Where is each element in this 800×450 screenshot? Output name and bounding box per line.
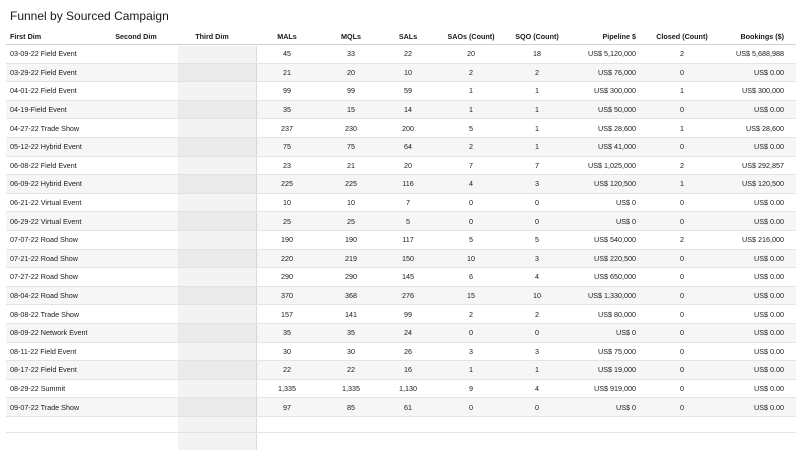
cell-bookings: US$ 0.00 bbox=[722, 193, 796, 212]
cell-third-dim bbox=[176, 230, 256, 249]
cell-mals: 220 bbox=[256, 249, 326, 268]
cell-saos: 2 bbox=[440, 137, 510, 156]
table-row[interactable] bbox=[6, 212, 796, 231]
header-bookings[interactable]: Bookings ($) bbox=[722, 29, 796, 45]
cell-mals: 35 bbox=[256, 100, 326, 119]
cell-mals: 23 bbox=[256, 156, 326, 175]
cell-third-dim bbox=[176, 323, 256, 342]
cell-saos: 0 bbox=[440, 193, 510, 212]
cell-sals: 59 bbox=[384, 82, 440, 101]
cell-mals: 290 bbox=[256, 268, 326, 287]
cell-bookings: US$ 0.00 bbox=[722, 137, 796, 156]
cell-saos: 0 bbox=[440, 323, 510, 342]
table-row[interactable] bbox=[6, 156, 796, 175]
cell-mals: 99 bbox=[256, 82, 326, 101]
cell-mqls: 33 bbox=[326, 45, 384, 64]
cell-bookings: US$ 5,688,988 bbox=[722, 45, 796, 64]
cell-pipeline: US$ 5,120,000 bbox=[572, 45, 650, 64]
cell-second-dim bbox=[104, 342, 176, 361]
cell-third-dim bbox=[176, 305, 256, 324]
cell-third-dim bbox=[176, 82, 256, 101]
cell-second-dim bbox=[104, 323, 176, 342]
cell-closed: 2 bbox=[650, 156, 722, 175]
cell-saos: 0 bbox=[440, 212, 510, 231]
cell-bookings: US$ 0.00 bbox=[722, 305, 796, 324]
cell-closed: 0 bbox=[650, 379, 722, 398]
empty-cell bbox=[176, 416, 256, 432]
cell-bookings: US$ 28,600 bbox=[722, 119, 796, 138]
cell-closed: 1 bbox=[650, 82, 722, 101]
cell-bookings: US$ 300,000 bbox=[722, 82, 796, 101]
cell-sqo: 18 bbox=[510, 45, 572, 64]
cell-sals: 22 bbox=[384, 45, 440, 64]
cell-sals: 26 bbox=[384, 342, 440, 361]
table-row[interactable] bbox=[6, 137, 796, 156]
cell-mqls: 10 bbox=[326, 193, 384, 212]
cell-bookings: US$ 0.00 bbox=[722, 286, 796, 305]
header-mqls[interactable]: MQLs bbox=[326, 29, 384, 45]
empty-cell bbox=[6, 416, 104, 432]
cell-sals: 1,130 bbox=[384, 379, 440, 398]
cell-sals: 276 bbox=[384, 286, 440, 305]
cell-third-dim bbox=[176, 119, 256, 138]
cell-mqls: 25 bbox=[326, 212, 384, 231]
table-row[interactable] bbox=[6, 193, 796, 212]
cell-sals: 145 bbox=[384, 268, 440, 287]
header-pipeline[interactable]: Pipeline $ bbox=[572, 29, 650, 45]
cell-sqo: 1 bbox=[510, 82, 572, 101]
cell-saos: 2 bbox=[440, 63, 510, 82]
cell-mqls: 22 bbox=[326, 361, 384, 380]
cell-first-dim: 08-11-22 Field Event bbox=[6, 342, 104, 361]
cell-closed: 0 bbox=[650, 305, 722, 324]
cell-closed: 0 bbox=[650, 286, 722, 305]
header-sals[interactable]: SALs bbox=[384, 29, 440, 45]
empty-cell bbox=[572, 416, 650, 432]
cell-saos: 3 bbox=[440, 342, 510, 361]
cell-pipeline: US$ 220,500 bbox=[572, 249, 650, 268]
cell-sqo: 0 bbox=[510, 398, 572, 417]
cell-second-dim bbox=[104, 361, 176, 380]
empty-cell bbox=[510, 416, 572, 432]
cell-sals: 200 bbox=[384, 119, 440, 138]
cell-pipeline: US$ 540,000 bbox=[572, 230, 650, 249]
cell-saos: 9 bbox=[440, 379, 510, 398]
cell-bookings: US$ 0.00 bbox=[722, 323, 796, 342]
cell-sals: 7 bbox=[384, 193, 440, 212]
cell-pipeline: US$ 919,000 bbox=[572, 379, 650, 398]
cell-mals: 190 bbox=[256, 230, 326, 249]
cell-mals: 75 bbox=[256, 137, 326, 156]
cell-closed: 0 bbox=[650, 323, 722, 342]
cell-mqls: 230 bbox=[326, 119, 384, 138]
cell-saos: 15 bbox=[440, 286, 510, 305]
cell-mals: 370 bbox=[256, 286, 326, 305]
cell-pipeline: US$ 76,000 bbox=[572, 63, 650, 82]
cell-sqo: 2 bbox=[510, 305, 572, 324]
cell-mqls: 190 bbox=[326, 230, 384, 249]
cell-mqls: 290 bbox=[326, 268, 384, 287]
cell-closed: 0 bbox=[650, 268, 722, 287]
cell-first-dim: 08-08-22 Trade Show bbox=[6, 305, 104, 324]
empty-cell bbox=[384, 416, 440, 432]
table-row[interactable] bbox=[6, 268, 796, 287]
cell-saos: 4 bbox=[440, 175, 510, 194]
cell-first-dim: 05-12-22 Hybrid Event bbox=[6, 137, 104, 156]
cell-second-dim bbox=[104, 193, 176, 212]
cell-second-dim bbox=[104, 305, 176, 324]
cell-closed: 0 bbox=[650, 398, 722, 417]
table-row[interactable] bbox=[6, 249, 796, 268]
cell-sals: 117 bbox=[384, 230, 440, 249]
cell-saos: 20 bbox=[440, 45, 510, 64]
cell-third-dim bbox=[176, 268, 256, 287]
cell-sqo: 1 bbox=[510, 137, 572, 156]
cell-saos: 5 bbox=[440, 230, 510, 249]
cell-second-dim bbox=[104, 119, 176, 138]
empty-cell bbox=[722, 416, 796, 432]
cell-sqo: 3 bbox=[510, 249, 572, 268]
cell-second-dim bbox=[104, 45, 176, 64]
cell-first-dim: 06-09-22 Hybrid Event bbox=[6, 175, 104, 194]
cell-closed: 2 bbox=[650, 230, 722, 249]
empty-row bbox=[6, 416, 796, 432]
empty-cell bbox=[650, 416, 722, 432]
table-row[interactable] bbox=[6, 398, 796, 417]
cell-pipeline: US$ 80,000 bbox=[572, 305, 650, 324]
funnel-table-container bbox=[6, 29, 796, 450]
cell-closed: 0 bbox=[650, 249, 722, 268]
cell-saos: 7 bbox=[440, 156, 510, 175]
header-sqo[interactable]: SQO (Count) bbox=[510, 29, 572, 45]
cell-second-dim bbox=[104, 156, 176, 175]
table-body bbox=[6, 45, 796, 433]
cell-bookings: US$ 0.00 bbox=[722, 212, 796, 231]
cell-third-dim bbox=[176, 249, 256, 268]
cell-second-dim bbox=[104, 268, 176, 287]
cell-sals: 116 bbox=[384, 175, 440, 194]
cell-sqo: 4 bbox=[510, 268, 572, 287]
page-title: Funnel by Sourced Campaign bbox=[10, 9, 169, 23]
cell-closed: 1 bbox=[650, 175, 722, 194]
cell-first-dim: 08-29-22 Summit bbox=[6, 379, 104, 398]
cell-sals: 10 bbox=[384, 63, 440, 82]
cell-mqls: 141 bbox=[326, 305, 384, 324]
table-row[interactable] bbox=[6, 379, 796, 398]
cell-third-dim bbox=[176, 175, 256, 194]
cell-first-dim: 06-08-22 Field Event bbox=[6, 156, 104, 175]
cell-closed: 0 bbox=[650, 63, 722, 82]
cell-closed: 0 bbox=[650, 212, 722, 231]
header-first-dim[interactable]: First Dim bbox=[6, 29, 104, 45]
cell-sqo: 1 bbox=[510, 119, 572, 138]
cell-mqls: 30 bbox=[326, 342, 384, 361]
cell-closed: 0 bbox=[650, 137, 722, 156]
cell-pipeline: US$ 41,000 bbox=[572, 137, 650, 156]
cell-first-dim: 06-29-22 Virtual Event bbox=[6, 212, 104, 231]
cell-sqo: 3 bbox=[510, 175, 572, 194]
cell-first-dim: 04-27-22 Trade Show bbox=[6, 119, 104, 138]
cell-bookings: US$ 0.00 bbox=[722, 268, 796, 287]
cell-pipeline: US$ 0 bbox=[572, 398, 650, 417]
cell-mqls: 21 bbox=[326, 156, 384, 175]
cell-saos: 1 bbox=[440, 100, 510, 119]
cell-sqo: 1 bbox=[510, 361, 572, 380]
cell-mals: 22 bbox=[256, 361, 326, 380]
cell-second-dim bbox=[104, 175, 176, 194]
cell-saos: 0 bbox=[440, 398, 510, 417]
cell-bookings: US$ 292,857 bbox=[722, 156, 796, 175]
cell-second-dim bbox=[104, 82, 176, 101]
cell-first-dim: 07-21-22 Road Show bbox=[6, 249, 104, 268]
cell-bookings: US$ 216,000 bbox=[722, 230, 796, 249]
cell-sals: 24 bbox=[384, 323, 440, 342]
header-mals[interactable]: MALs bbox=[256, 29, 326, 45]
cell-closed: 1 bbox=[650, 119, 722, 138]
cell-mals: 35 bbox=[256, 323, 326, 342]
cell-closed: 0 bbox=[650, 342, 722, 361]
cell-second-dim bbox=[104, 137, 176, 156]
cell-mqls: 368 bbox=[326, 286, 384, 305]
cell-sals: 64 bbox=[384, 137, 440, 156]
cell-closed: 0 bbox=[650, 193, 722, 212]
cell-first-dim: 03-29-22 Field Event bbox=[6, 63, 104, 82]
table-row[interactable] bbox=[6, 323, 796, 342]
cell-pipeline: US$ 19,000 bbox=[572, 361, 650, 380]
table-row[interactable] bbox=[6, 286, 796, 305]
cell-pipeline: US$ 0 bbox=[572, 193, 650, 212]
cell-mqls: 1,335 bbox=[326, 379, 384, 398]
cell-third-dim bbox=[176, 212, 256, 231]
empty-cell bbox=[104, 416, 176, 432]
header-closed[interactable]: Closed (Count) bbox=[650, 29, 722, 45]
cell-sals: 5 bbox=[384, 212, 440, 231]
cell-mals: 97 bbox=[256, 398, 326, 417]
cell-saos: 2 bbox=[440, 305, 510, 324]
cell-third-dim bbox=[176, 193, 256, 212]
header-third-dim[interactable]: Third Dim bbox=[176, 29, 256, 45]
cell-mals: 237 bbox=[256, 119, 326, 138]
cell-second-dim bbox=[104, 398, 176, 417]
table-row[interactable] bbox=[6, 175, 796, 194]
table-row[interactable] bbox=[6, 100, 796, 119]
cell-sqo: 10 bbox=[510, 286, 572, 305]
cell-mqls: 99 bbox=[326, 82, 384, 101]
cell-third-dim bbox=[176, 100, 256, 119]
table-row[interactable] bbox=[6, 63, 796, 82]
table-header-row bbox=[6, 29, 796, 45]
cell-sqo: 3 bbox=[510, 342, 572, 361]
cell-sqo: 0 bbox=[510, 323, 572, 342]
cell-mals: 157 bbox=[256, 305, 326, 324]
cell-closed: 2 bbox=[650, 45, 722, 64]
cell-pipeline: US$ 0 bbox=[572, 212, 650, 231]
cell-second-dim bbox=[104, 379, 176, 398]
cell-sals: 150 bbox=[384, 249, 440, 268]
header-saos[interactable]: SAOs (Count) bbox=[440, 29, 510, 45]
funnel-table bbox=[6, 29, 796, 433]
cell-bookings: US$ 0.00 bbox=[722, 342, 796, 361]
cell-saos: 5 bbox=[440, 119, 510, 138]
table-row[interactable] bbox=[6, 305, 796, 324]
cell-first-dim: 08-09-22 Network Event bbox=[6, 323, 104, 342]
cell-first-dim: 07-07-22 Road Show bbox=[6, 230, 104, 249]
cell-mals: 10 bbox=[256, 193, 326, 212]
cell-first-dim: 08-04-22 Road Show bbox=[6, 286, 104, 305]
header-second-dim[interactable]: Second Dim bbox=[104, 29, 176, 45]
cell-mqls: 15 bbox=[326, 100, 384, 119]
cell-third-dim bbox=[176, 137, 256, 156]
cell-sals: 14 bbox=[384, 100, 440, 119]
cell-sqo: 0 bbox=[510, 193, 572, 212]
cell-first-dim: 04-19-Field Event bbox=[6, 100, 104, 119]
cell-third-dim bbox=[176, 361, 256, 380]
cell-pipeline: US$ 1,330,000 bbox=[572, 286, 650, 305]
cell-mqls: 75 bbox=[326, 137, 384, 156]
cell-first-dim: 04-01-22 Field Event bbox=[6, 82, 104, 101]
cell-second-dim bbox=[104, 63, 176, 82]
cell-pipeline: US$ 75,000 bbox=[572, 342, 650, 361]
table-row[interactable] bbox=[6, 119, 796, 138]
cell-saos: 1 bbox=[440, 82, 510, 101]
cell-mqls: 20 bbox=[326, 63, 384, 82]
table-row[interactable] bbox=[6, 342, 796, 361]
cell-first-dim: 08-17-22 Field Event bbox=[6, 361, 104, 380]
cell-mqls: 35 bbox=[326, 323, 384, 342]
cell-sqo: 2 bbox=[510, 63, 572, 82]
cell-bookings: US$ 120,500 bbox=[722, 175, 796, 194]
cell-third-dim bbox=[176, 156, 256, 175]
cell-second-dim bbox=[104, 212, 176, 231]
empty-cell bbox=[440, 416, 510, 432]
cell-third-dim bbox=[176, 45, 256, 64]
table-row[interactable] bbox=[6, 45, 796, 64]
cell-sals: 99 bbox=[384, 305, 440, 324]
empty-cell bbox=[326, 416, 384, 432]
table-row[interactable] bbox=[6, 361, 796, 380]
cell-third-dim bbox=[176, 286, 256, 305]
cell-pipeline: US$ 120,500 bbox=[572, 175, 650, 194]
cell-third-dim bbox=[176, 398, 256, 417]
table-row[interactable] bbox=[6, 82, 796, 101]
cell-third-dim bbox=[176, 63, 256, 82]
cell-pipeline: US$ 0 bbox=[572, 323, 650, 342]
cell-sals: 16 bbox=[384, 361, 440, 380]
cell-closed: 0 bbox=[650, 100, 722, 119]
cell-closed: 0 bbox=[650, 361, 722, 380]
cell-bookings: US$ 0.00 bbox=[722, 361, 796, 380]
cell-saos: 6 bbox=[440, 268, 510, 287]
cell-bookings: US$ 0.00 bbox=[722, 63, 796, 82]
cell-pipeline: US$ 1,025,000 bbox=[572, 156, 650, 175]
cell-pipeline: US$ 650,000 bbox=[572, 268, 650, 287]
cell-mals: 225 bbox=[256, 175, 326, 194]
cell-mals: 25 bbox=[256, 212, 326, 231]
cell-pipeline: US$ 50,000 bbox=[572, 100, 650, 119]
cell-second-dim bbox=[104, 249, 176, 268]
cell-mals: 1,335 bbox=[256, 379, 326, 398]
cell-first-dim: 03-09-22 Field Event bbox=[6, 45, 104, 64]
cell-bookings: US$ 0.00 bbox=[722, 100, 796, 119]
table-row[interactable] bbox=[6, 230, 796, 249]
cell-bookings: US$ 0.00 bbox=[722, 379, 796, 398]
cell-sqo: 1 bbox=[510, 100, 572, 119]
cell-mqls: 225 bbox=[326, 175, 384, 194]
cell-sqo: 0 bbox=[510, 212, 572, 231]
cell-sqo: 5 bbox=[510, 230, 572, 249]
cell-mqls: 219 bbox=[326, 249, 384, 268]
cell-first-dim: 09-07-22 Trade Show bbox=[6, 398, 104, 417]
cell-mals: 45 bbox=[256, 45, 326, 64]
cell-second-dim bbox=[104, 286, 176, 305]
cell-saos: 1 bbox=[440, 361, 510, 380]
cell-first-dim: 06-21-22 Virtual Event bbox=[6, 193, 104, 212]
cell-mqls: 85 bbox=[326, 398, 384, 417]
cell-second-dim bbox=[104, 100, 176, 119]
cell-bookings: US$ 0.00 bbox=[722, 249, 796, 268]
cell-sals: 61 bbox=[384, 398, 440, 417]
cell-first-dim: 07-27-22 Road Show bbox=[6, 268, 104, 287]
cell-bookings: US$ 0.00 bbox=[722, 398, 796, 417]
cell-pipeline: US$ 300,000 bbox=[572, 82, 650, 101]
cell-third-dim bbox=[176, 379, 256, 398]
cell-sals: 20 bbox=[384, 156, 440, 175]
cell-sqo: 4 bbox=[510, 379, 572, 398]
cell-mals: 21 bbox=[256, 63, 326, 82]
cell-mals: 30 bbox=[256, 342, 326, 361]
cell-sqo: 7 bbox=[510, 156, 572, 175]
cell-second-dim bbox=[104, 230, 176, 249]
cell-pipeline: US$ 28,600 bbox=[572, 119, 650, 138]
cell-saos: 10 bbox=[440, 249, 510, 268]
empty-cell bbox=[256, 416, 326, 432]
cell-third-dim bbox=[176, 342, 256, 361]
